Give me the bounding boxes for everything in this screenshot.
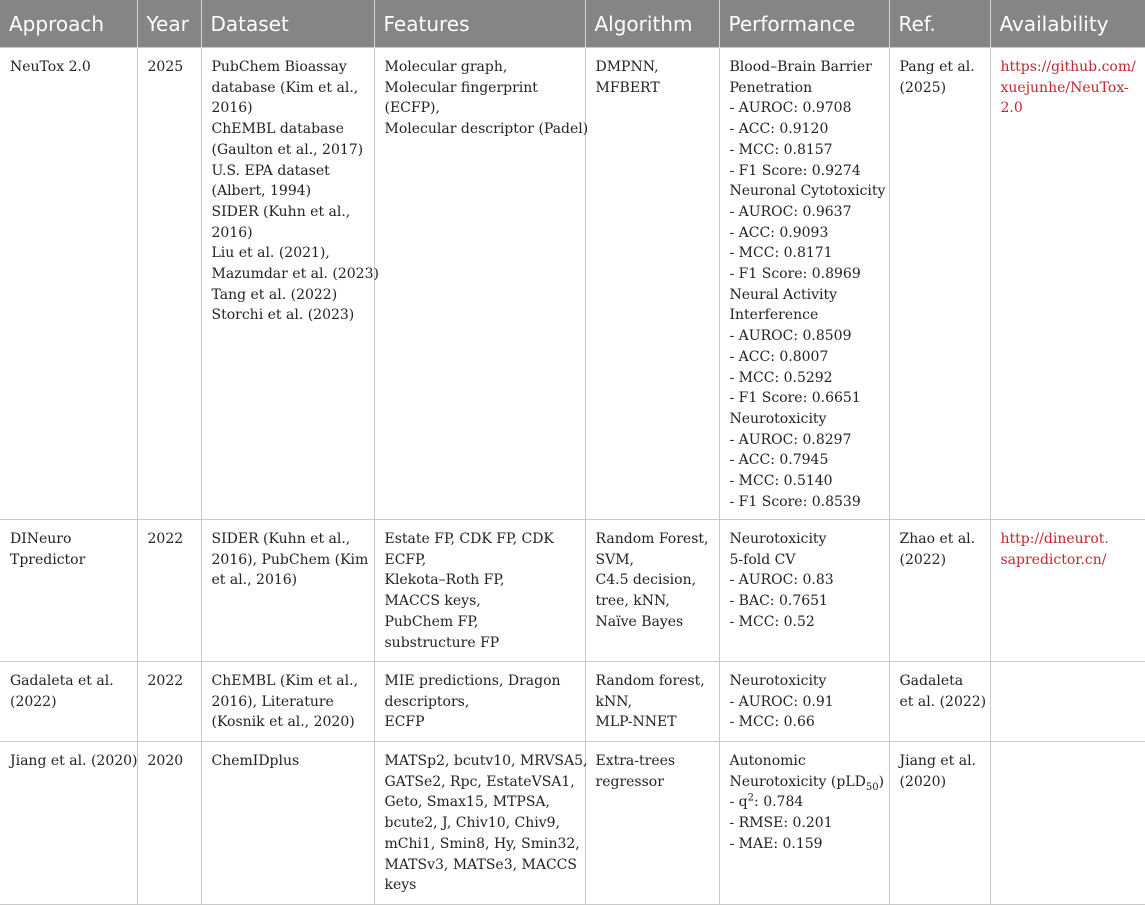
cell-year: 2022 — [137, 520, 201, 662]
cell-line: PubChem FP, — [384, 613, 479, 630]
cell-line: (Gaulton et al., 2017) — [211, 141, 364, 158]
cell-line: - F1 Score: 0.6651 — [729, 390, 861, 407]
cell-ref — [889, 742, 990, 905]
cell-line: Neural Activity — [729, 286, 837, 303]
cell-line: - MCC: 0.5292 — [729, 369, 833, 386]
table-row — [0, 520, 1145, 662]
cell-line: - AUROC: 0.9708 — [729, 100, 852, 117]
cell-line: - AUROC: 0.8509 — [729, 328, 852, 345]
header-ref: Ref. — [889, 0, 990, 48]
cell-ref — [889, 48, 990, 520]
cell-line: mChi1, Smin8, Hy, Smin32, — [384, 835, 580, 852]
cell-line: - MCC: 0.8157 — [729, 141, 833, 158]
cell-line: - ACC: 0.7945 — [729, 452, 829, 469]
cell-line: Random forest, — [595, 673, 705, 689]
cell-features — [374, 48, 589, 520]
availability-link[interactable] — [1001, 57, 1136, 119]
perf-line: Autonomic — [729, 753, 806, 769]
cell-line: DINeuro — [10, 531, 72, 547]
cell-year: 2022 — [137, 662, 201, 742]
cell-line: Jiang et al. (2020) — [10, 753, 138, 769]
cell-line: - RMSE: 0.201 — [729, 815, 833, 832]
cell-line: DMPNN, — [595, 59, 659, 75]
perf-line — [730, 792, 879, 813]
perf-subscript: 50 — [865, 781, 879, 793]
cell-line: descriptors, — [384, 693, 470, 710]
cell-line: Storchi et al. (2023) — [211, 307, 355, 324]
header-dataset: Dataset — [201, 0, 374, 48]
cell-line: MLP-NNET — [595, 714, 677, 731]
cell-dataset — [201, 742, 374, 905]
cell-line: 2016), PubChem (Kim — [211, 551, 369, 568]
perf-text: ) — [878, 773, 885, 790]
cell-line: https://github.com/ — [1000, 59, 1136, 75]
cell-line: MIE predictions, Dragon — [384, 673, 561, 689]
perf-superscript: 2 — [747, 792, 755, 804]
cell-year: 2025 — [137, 48, 201, 520]
cell-line: Neurotoxicity — [729, 410, 827, 427]
cell-line: U.S. EPA dataset — [211, 162, 330, 179]
cell-line: - ACC: 0.9120 — [729, 121, 829, 138]
cell-line: - MAE: 0.159 — [729, 835, 823, 852]
cell-line: Zhao et al. — [899, 531, 976, 547]
cell-line: MATSp2, bcutv10, MRVSA5, — [384, 753, 588, 769]
cell-line: - AUROC: 0.8297 — [729, 431, 852, 448]
cell-line: substructure FP — [384, 634, 500, 651]
availability-link[interactable] — [1001, 529, 1136, 570]
cell-line: (2022) — [899, 551, 947, 568]
cell-line: (Albert, 1994) — [211, 183, 312, 200]
header-year: Year — [137, 0, 201, 48]
header-performance: Performance — [719, 0, 889, 48]
cell-line: - MCC: 0.52 — [729, 613, 815, 630]
perf-rest — [730, 813, 879, 854]
cell-line: Neuronal Cytotoxicity — [729, 183, 886, 200]
cell-line: regressor — [595, 773, 664, 790]
cell-line: Molecular descriptor (Padel) — [384, 121, 589, 138]
cell-line: (2020) — [899, 773, 947, 790]
cell-performance — [719, 48, 889, 520]
cell-line: Neurotoxicity — [729, 673, 827, 689]
cell-line: - AUROC: 0.83 — [729, 572, 834, 589]
cell-line: SVM, — [595, 551, 634, 568]
cell-line: - MCC: 0.66 — [729, 714, 815, 731]
cell-ref — [889, 520, 990, 662]
cell-line: - ACC: 0.8007 — [729, 348, 829, 365]
perf-text: - q — [729, 794, 748, 811]
cell-availability — [990, 742, 1145, 905]
table-row — [0, 48, 1145, 520]
cell-line: - F1 Score: 0.8969 — [729, 266, 861, 283]
cell-line: 5-fold CV — [729, 551, 796, 568]
cell-line: Jiang et al. — [899, 753, 977, 769]
cell-line: Tpredictor — [10, 551, 86, 568]
cell-dataset — [201, 662, 374, 742]
cell-approach — [0, 520, 137, 662]
cell-line: ECFP, — [384, 551, 427, 568]
cell-line: tree, kNN, — [595, 593, 670, 610]
cell-line: Interference — [729, 307, 819, 324]
cell-features — [374, 742, 588, 905]
cell-line: - F1 Score: 0.8539 — [729, 493, 861, 510]
cell-line: (Kosnik et al., 2020) — [211, 714, 355, 731]
cell-line: - ACC: 0.9093 — [729, 224, 829, 241]
cell-line: Neurotoxicity — [729, 531, 827, 547]
cell-line: ECFP — [384, 714, 425, 731]
table-row — [0, 662, 1145, 742]
cell-line: (ECFP), — [384, 100, 440, 117]
cell-line: bcute2, J, Chiv10, Chiv9, — [384, 815, 561, 832]
cell-line: C4.5 decision, — [595, 572, 697, 589]
header-approach: Approach — [0, 0, 137, 48]
header-row — [0, 0, 1145, 48]
cell-line: Tang et al. (2022) — [211, 286, 338, 303]
cell-line: Blood–Brain Barrier — [729, 59, 872, 75]
cell-line: xuejunhe/NeuTox- — [1000, 79, 1129, 96]
cell-line: ChemIDplus — [211, 753, 300, 769]
cell-line: Pang et al. — [899, 59, 975, 75]
cell-line: Gadaleta — [899, 673, 964, 689]
cell-line: Molecular fingerprint — [384, 79, 538, 96]
cell-year: 2020 — [137, 742, 201, 905]
cell-line: Estate FP, CDK FP, CDK — [384, 531, 554, 547]
cell-line: - MCC: 0.5140 — [729, 473, 833, 490]
cell-algorithm — [585, 520, 719, 662]
cell-line: (2025) — [899, 79, 947, 96]
cell-availability — [990, 48, 1145, 520]
cell-line: database (Kim et al., — [211, 79, 359, 96]
cell-performance — [719, 662, 889, 742]
cell-features — [374, 662, 585, 742]
cell-approach — [0, 48, 137, 520]
cell-line: ChEMBL (Kim et al., — [211, 673, 359, 689]
cell-line: MATSv3, MATSe3, MACCS — [384, 856, 577, 873]
header-features: Features — [374, 0, 585, 48]
cell-line: 2016) — [211, 100, 253, 117]
cell-line: Liu et al. (2021), — [211, 245, 330, 262]
cell-line: - F1 Score: 0.9274 — [729, 162, 861, 179]
cell-performance — [719, 742, 889, 905]
header-availability: Availability — [990, 0, 1145, 48]
cell-line: SIDER (Kuhn et al., — [211, 203, 351, 220]
cell-line: Molecular graph, — [384, 59, 508, 75]
cell-algorithm — [585, 662, 719, 742]
cell-approach — [0, 742, 137, 905]
cell-line: (2022) — [10, 693, 57, 710]
perf-line — [729, 772, 885, 793]
cell-ref — [889, 662, 990, 742]
cell-line: - BAC: 0.7651 — [729, 593, 828, 610]
cell-line: keys — [384, 877, 417, 894]
cell-line: ChEMBL database — [211, 121, 344, 138]
cell-line: - AUROC: 0.9637 — [729, 203, 852, 220]
cell-line: - AUROC: 0.91 — [729, 693, 834, 710]
cell-performance — [719, 520, 889, 662]
cell-line: sapredictor.cn/ — [1000, 551, 1107, 568]
cell-approach — [0, 662, 137, 742]
header-algorithm: Algorithm — [585, 0, 719, 48]
perf-text: : 0.784 — [754, 794, 804, 811]
cell-line: Klekota–Roth FP, — [384, 572, 505, 589]
cell-line: Extra-trees — [595, 753, 676, 769]
cell-line: kNN, — [595, 693, 633, 710]
cell-algorithm — [585, 742, 719, 905]
cell-algorithm — [585, 48, 719, 520]
cell-line: et al. (2022) — [899, 693, 987, 710]
cell-line: 2016), Literature — [211, 693, 334, 710]
cell-line: 2.0 — [1000, 100, 1023, 117]
cell-line: GATSe2, Rpc, EstateVSA1, — [384, 773, 575, 790]
cell-line: et al., 2016) — [211, 572, 298, 589]
cell-availability — [990, 520, 1145, 662]
cell-line: 2016) — [211, 224, 253, 241]
cell-line: PubChem Bioassay — [211, 59, 347, 75]
cell-line: MACCS keys, — [384, 593, 481, 610]
cell-availability — [990, 662, 1145, 742]
table-row — [0, 742, 1145, 905]
cell-dataset — [201, 48, 379, 520]
cell-line: SIDER (Kuhn et al., — [211, 531, 351, 547]
cell-line: http://dineurot. — [1000, 531, 1109, 547]
cell-line: NeuTox 2.0 — [10, 59, 91, 75]
cell-line: Mazumdar et al. (2023) — [211, 266, 379, 283]
cell-line: - MCC: 0.8171 — [729, 245, 833, 262]
cell-line: MFBERT — [595, 79, 660, 96]
cell-line: Naïve Bayes — [595, 613, 684, 630]
cell-line: Gadaleta et al. — [10, 673, 114, 689]
cell-features — [374, 520, 585, 662]
cell-dataset — [201, 520, 374, 662]
cell-line: Penetration — [729, 79, 813, 96]
cell-line: Geto, Smax15, MTPSA, — [384, 794, 550, 811]
cell-line: Random Forest, — [595, 531, 709, 547]
perf-text: Neurotoxicity (pLD — [729, 773, 866, 790]
